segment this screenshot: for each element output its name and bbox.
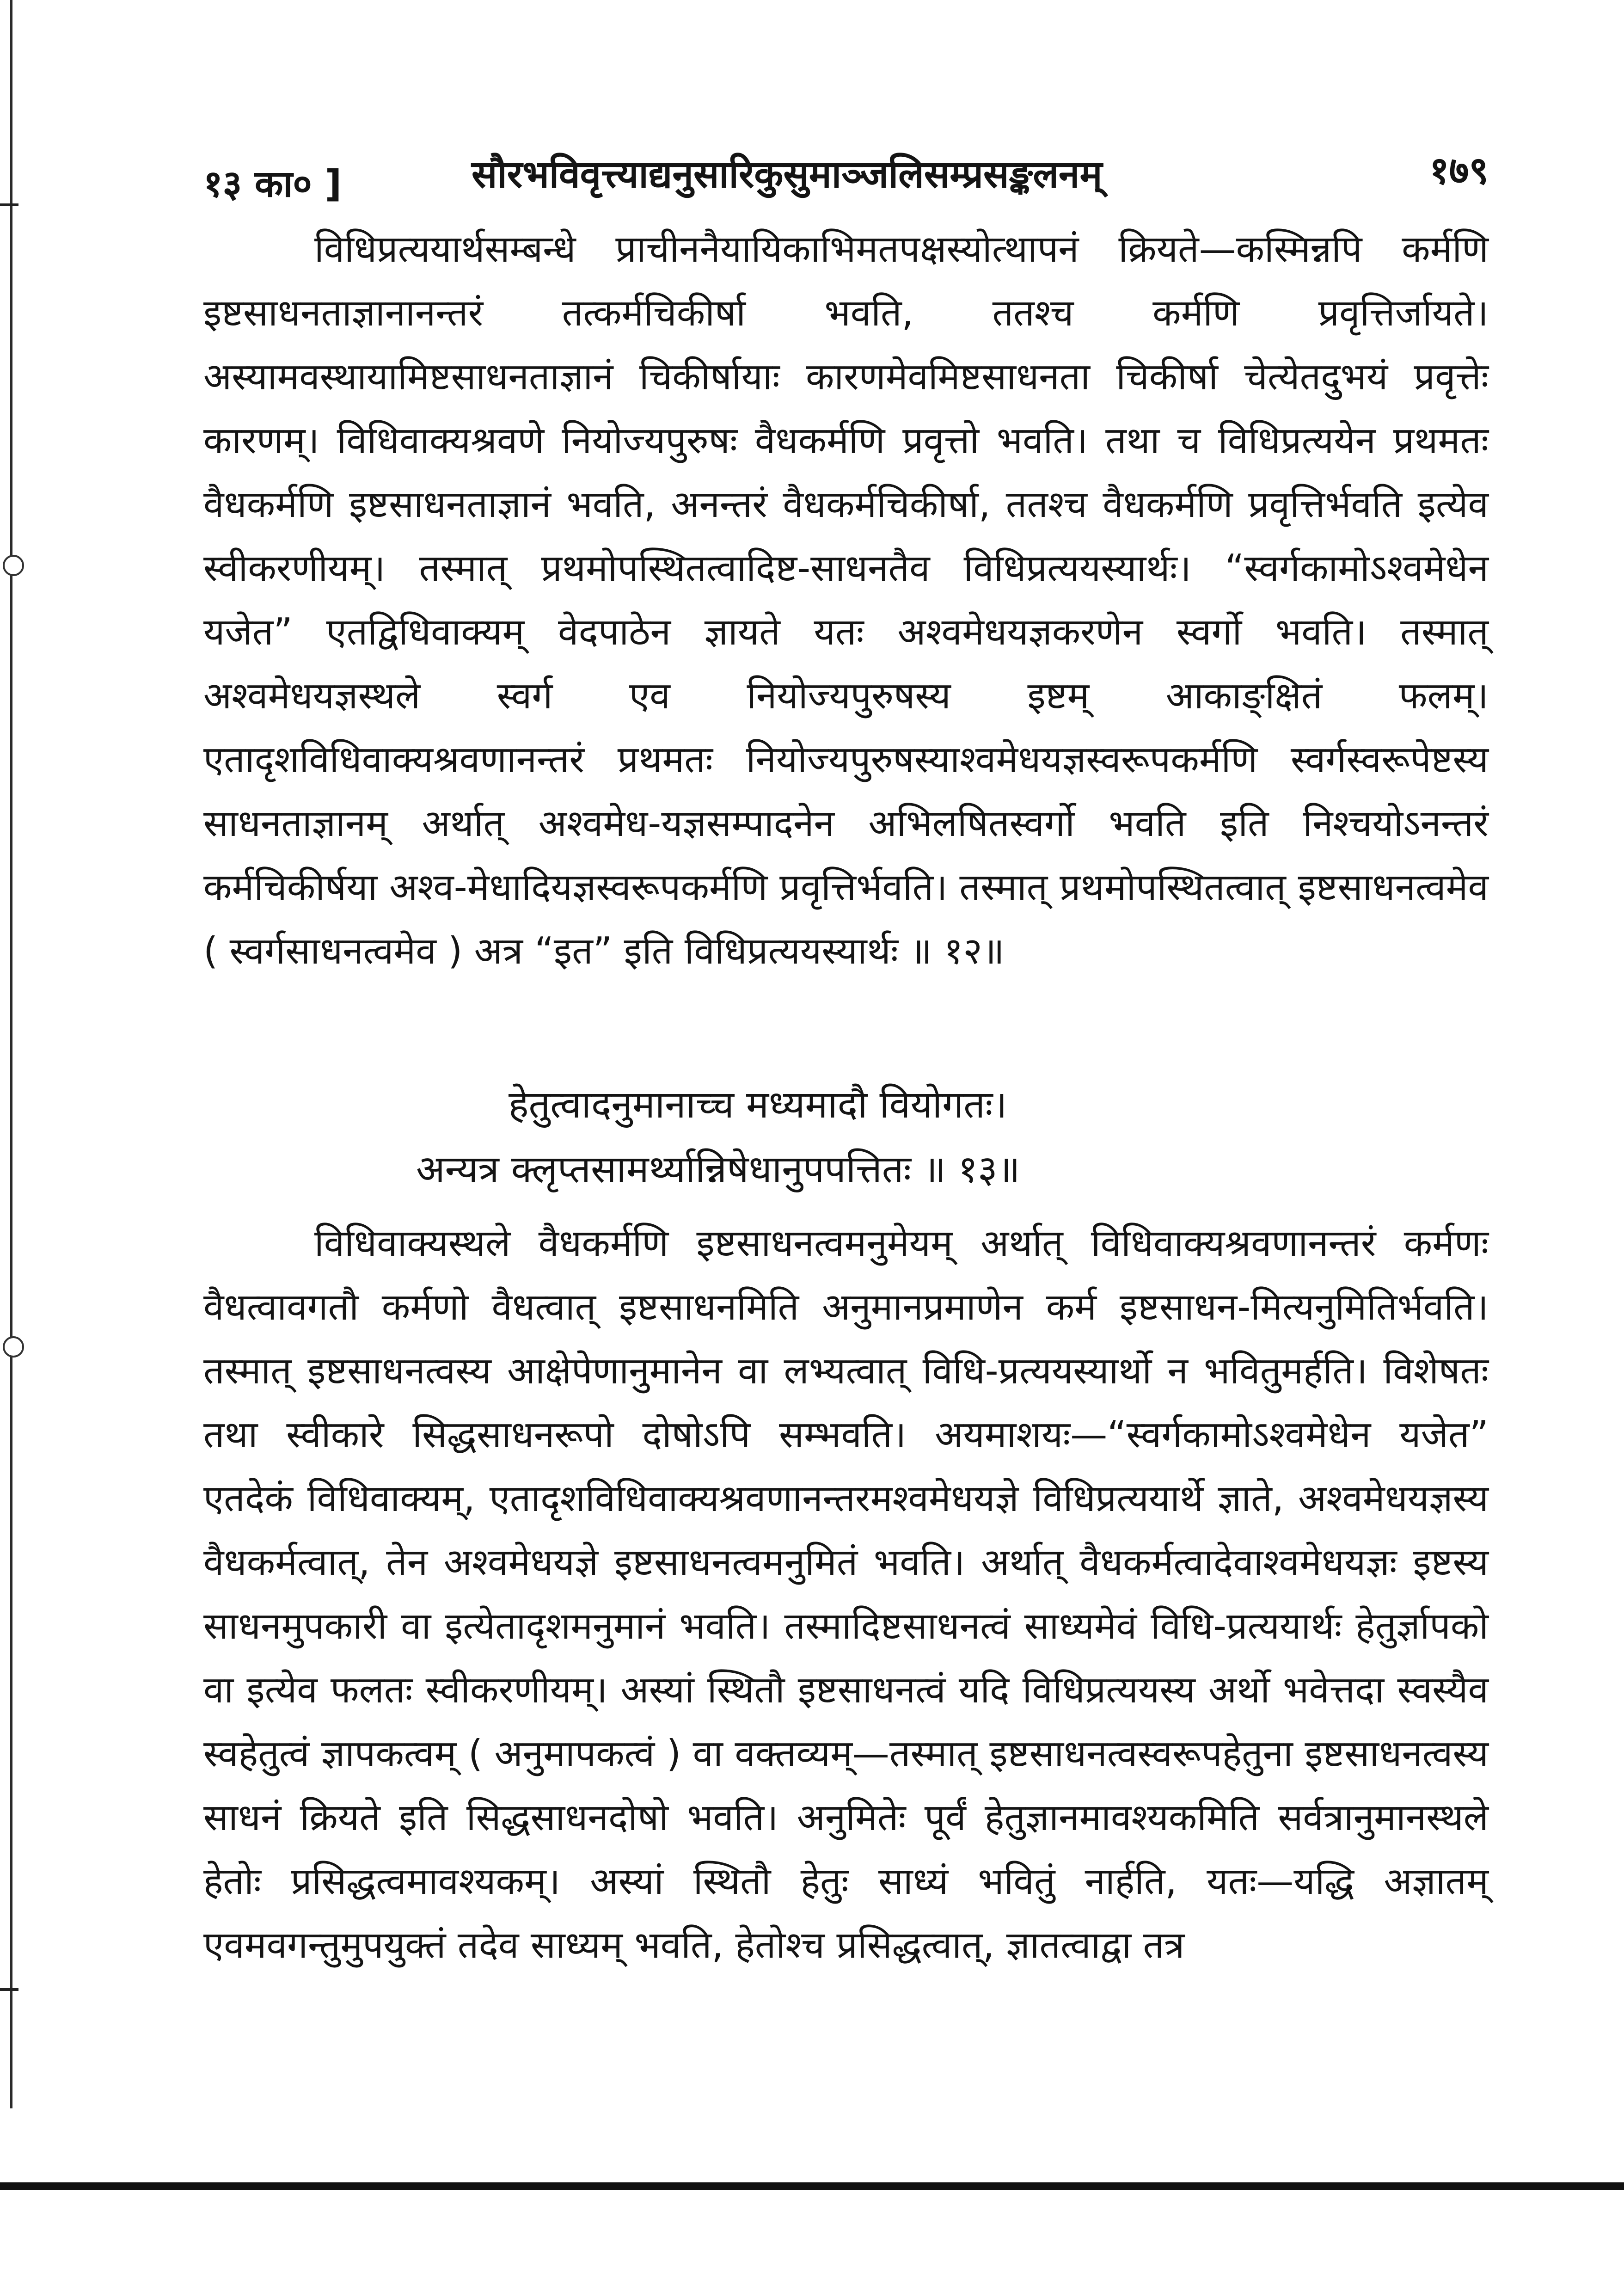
- paragraph: विधिप्रत्ययार्थसम्बन्धे प्राचीननैयायिकाभिमतपक्षस्योत्थापनं क्रियते—कस्मिन्नपि कर्मणि इष्टसाधनताज्ञानानन्तरं तत्कर्मचिकीर्षा भवति, ततश्च कर्मणि प्रवृत्तिर्जायते। अस्यामवस्थायामिष्टसाधनताज्ञानं चिकीर्षायाः कारणमेवमिष्टसाधनता चिकीर्षा चेत्येतदुभयं प्रवृत्तेः कारणम्। विधिवाक्यश्रवणे नियोज्यपुरुषः वैधकर्मणि प्रवृत्तो भवति। तथा च विधिप्रत्ययेन प्रथमतः वैधकर्मणि इष्टसाधनताज्ञानं भवति, अनन्तरं वैधकर्मचिकीर्षा, ततश्च वैधकर्मणि प्रवृत्तिर्भवति इत्येव स्वीकरणीयम्। तस्मात् प्रथमोपस्थितत्वादिष्ट-साधनतैव विधिप्रत्ययस्यार्थः। “स्वर्गकामोऽश्वमेधेन यजेत” एतद्विधिवाक्यम् वेदपाठेन ज्ञायते यतः अश्वमेधयज्ञकरणेन स्वर्गो भवति। तस्मात् अश्वमेधयज्ञस्थले स्वर्ग एव नियोज्यपुरुषस्य इष्टम् आकाङ्क्षितं फलम्। एतादृशविधिवाक्यश्रवणानन्तरं प्रथमतः नियोज्यपुरुषस्याश्वमेधयज्ञस्वरूपकर्मणि स्वर्गस्वरूपेष्टस्य साधनताज्ञानम् अर्थात् अश्वमेध-यज्ञसम्पादनेन अभिलषितस्वर्गो भवति इति निश्चयोऽनन्तरं कर्मचिकीर्षया अश्व-मेधादियज्ञस्वरूपकर्मणि प्रवृत्तिर्भवति। तस्मात् प्रथमोपस्थितत्वात् इष्टसाधनत्वमेव ( स्वर्गसाधनत्वमेव ) अत्र “इत” इति विधिप्रत्ययस्यार्थः ॥ १२॥: [203, 227, 1489, 972]
- binding-hole: [3, 1336, 24, 1358]
- binding-tick-mark: [0, 1988, 18, 1991]
- section-reference: १३ का० ]: [203, 162, 342, 205]
- commentary-block-2: [203, 1211, 1489, 1977]
- binding-hole: [3, 555, 24, 576]
- bottom-rule: [0, 2182, 1624, 2190]
- karika-verse: [416, 1073, 1433, 1202]
- binding-tick-mark: [0, 203, 18, 206]
- binding-edge: [10, 0, 12, 2108]
- running-head: [203, 139, 1489, 208]
- paragraph: विधिवाक्यस्थले वैधकर्मणि इष्टसाधनत्वमनुमेयम् अर्थात् विधिवाक्यश्रवणानन्तरं कर्मणः वैधत्वावगतौ कर्मणो वैधत्वात् इष्टसाधनमिति अनुमानप्रमाणेन कर्म इष्टसाधन-मित्यनुमितिर्भवति। तस्मात् इष्टसाधनत्वस्य आक्षेपेणानुमानेन वा लभ्यत्वात् विधि-प्रत्ययस्यार्थो न भवितुमर्हति। विशेषतः तथा स्वीकारे सिद्धसाधनरूपो दोषोऽपि सम्भवति। अयमाशयः—“स्वर्गकामोऽश्वमेधेन यजेत” एतदेकं विधिवाक्यम्, एतादृशविधिवाक्यश्रवणानन्तरमश्वमेधयज्ञे विधिप्रत्ययार्थे ज्ञाते, अश्वमेधयज्ञस्य वैधकर्मत्वात्, तेन अश्वमेधयज्ञे इष्टसाधनत्वमनुमितं भवति। अर्थात् वैधकर्मत्वादेवाश्वमेधयज्ञः इष्टस्य साधनमुपकारी वा इत्येतादृशमनुमानं भवति। तस्मादिष्टसाधनत्वं साध्यमेवं विधि-प्रत्ययार्थः हेतुर्ज्ञापको वा इत्येव फलतः स्वीकरणीयम्। अस्यां स्थितौ इष्टसाधनत्वं यदि विधिप्रत्ययस्य अर्थो भवेत्तदा स्वस्यैव स्वहेतुत्वं ज्ञापकत्वम् ( अनुमापकत्वं ) वा वक्तव्यम्—तस्मात् इष्टसाधनत्वस्वरूपहेतुना इष्टसाधनत्वस्य साधनं क्रियते इति सिद्धसाधनदोषो भवति। अनुमितेः पूर्वं हेतुज्ञानमावश्यकमिति सर्वत्रानुमानस्थले हेतोः प्रसिद्धत्वमावश्यकम्। अस्यां स्थितौ हेतुः साध्यं भवितुं नार्हति, यतः—यद्धि अज्ञातम् एवमवगन्तुमुपयुक्तं तदेव साध्यम् भवति, हेतोश्च प्रसिद्धत्वात्, ज्ञातत्वाद्वा तत्र: [203, 1222, 1489, 1966]
- page-number: १७९: [1429, 149, 1489, 193]
- commentary-block-1: [203, 217, 1489, 983]
- verse-line-2: अन्यत्र क्लृप्तसामर्थ्यान्निषेधानुपपत्तितः ॥ १३॥: [416, 1148, 1020, 1192]
- page-title: सौरभविवृत्त्याद्यनुसारिकुसुमाञ्जलिसम्प्रसङ्कलनम्: [472, 153, 1103, 197]
- verse-line-1: हेतुत्वादनुमानाच्च मध्यमादौ वियोगतः।: [509, 1083, 1007, 1127]
